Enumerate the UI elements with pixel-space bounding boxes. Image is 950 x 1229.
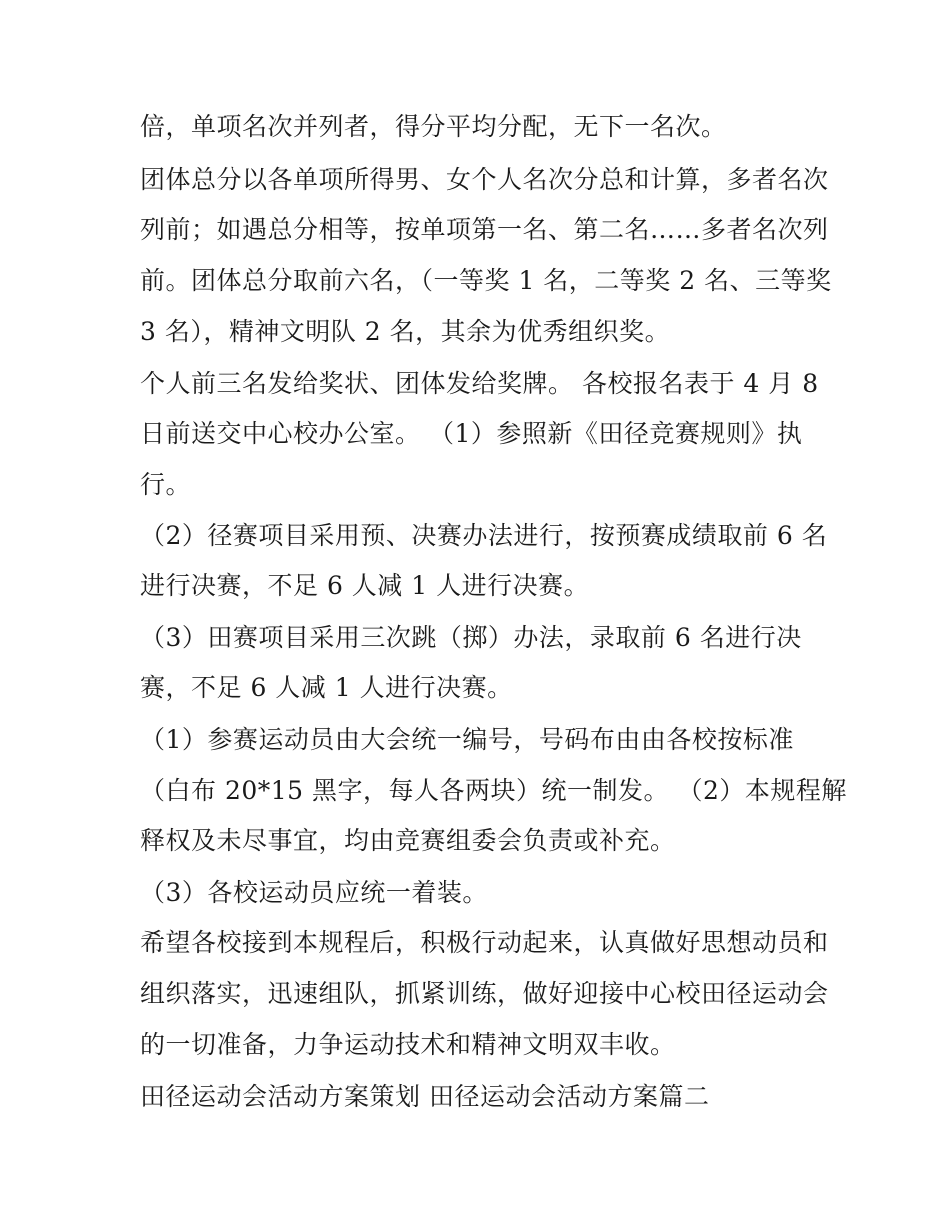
text-line-13: （1）参赛运动员由大会统一编号，号码布由由各校按标准: [140, 725, 794, 754]
text-line-17: 希望各校接到本规程后，积极行动起来，认真做好思想动员和: [140, 928, 829, 957]
text-line-16: （3）各校运动员应统一着装。: [140, 878, 488, 907]
text-line-18: 组织落实，迅速组队，抓紧训练，做好迎接中心校田径运动会: [140, 979, 829, 1008]
text-line-8: 行。: [140, 470, 192, 499]
text-line-14: （白布 20*15 黑字，每人各两块）统一制发。 （2）本规程解: [140, 776, 847, 805]
text-line-9: （2）径赛项目采用预、决赛办法进行，按预赛成绩取前 6 名: [140, 521, 828, 550]
text-line-12: 赛，不足 6 人减 1 人进行决赛。: [140, 673, 513, 702]
text-line-11: （3）田赛项目采用三次跳（掷）办法，录取前 6 名进行决: [140, 623, 802, 652]
text-line-20: 田径运动会活动方案策划 田径运动会活动方案篇二: [140, 1082, 710, 1111]
text-line-5: 3 名），精神文明队 2 名，其余为优秀组织奖。: [140, 317, 671, 346]
text-line-7: 日前送交中心校办公室。 （1）参照新《田径竞赛规则》执: [140, 419, 803, 448]
text-line-3: 列前；如遇总分相等，按单项第一名、第二名……多者名次列: [140, 215, 829, 244]
text-line-15: 释权及未尽事宜，均由竞赛组委会负责或补充。: [140, 826, 676, 855]
text-line-4: 前。团体总分取前六名，（一等奖 1 名，二等奖 2 名、三等奖: [140, 266, 832, 295]
text-line-19: 的一切准备，力争运动技术和精神文明双丰收。: [140, 1030, 676, 1059]
text-line-6: 个人前三名发给奖状、团体发给奖牌。 各校报名表于 4 月 8: [140, 369, 819, 398]
text-line-2: 团体总分以各单项所得男、女个人名次分总和计算，多者名次: [140, 165, 829, 194]
text-line-1: 倍，单项名次并列者，得分平均分配，无下一名次。: [140, 112, 727, 141]
text-line-10: 进行决赛，不足 6 人减 1 人进行决赛。: [140, 571, 590, 600]
